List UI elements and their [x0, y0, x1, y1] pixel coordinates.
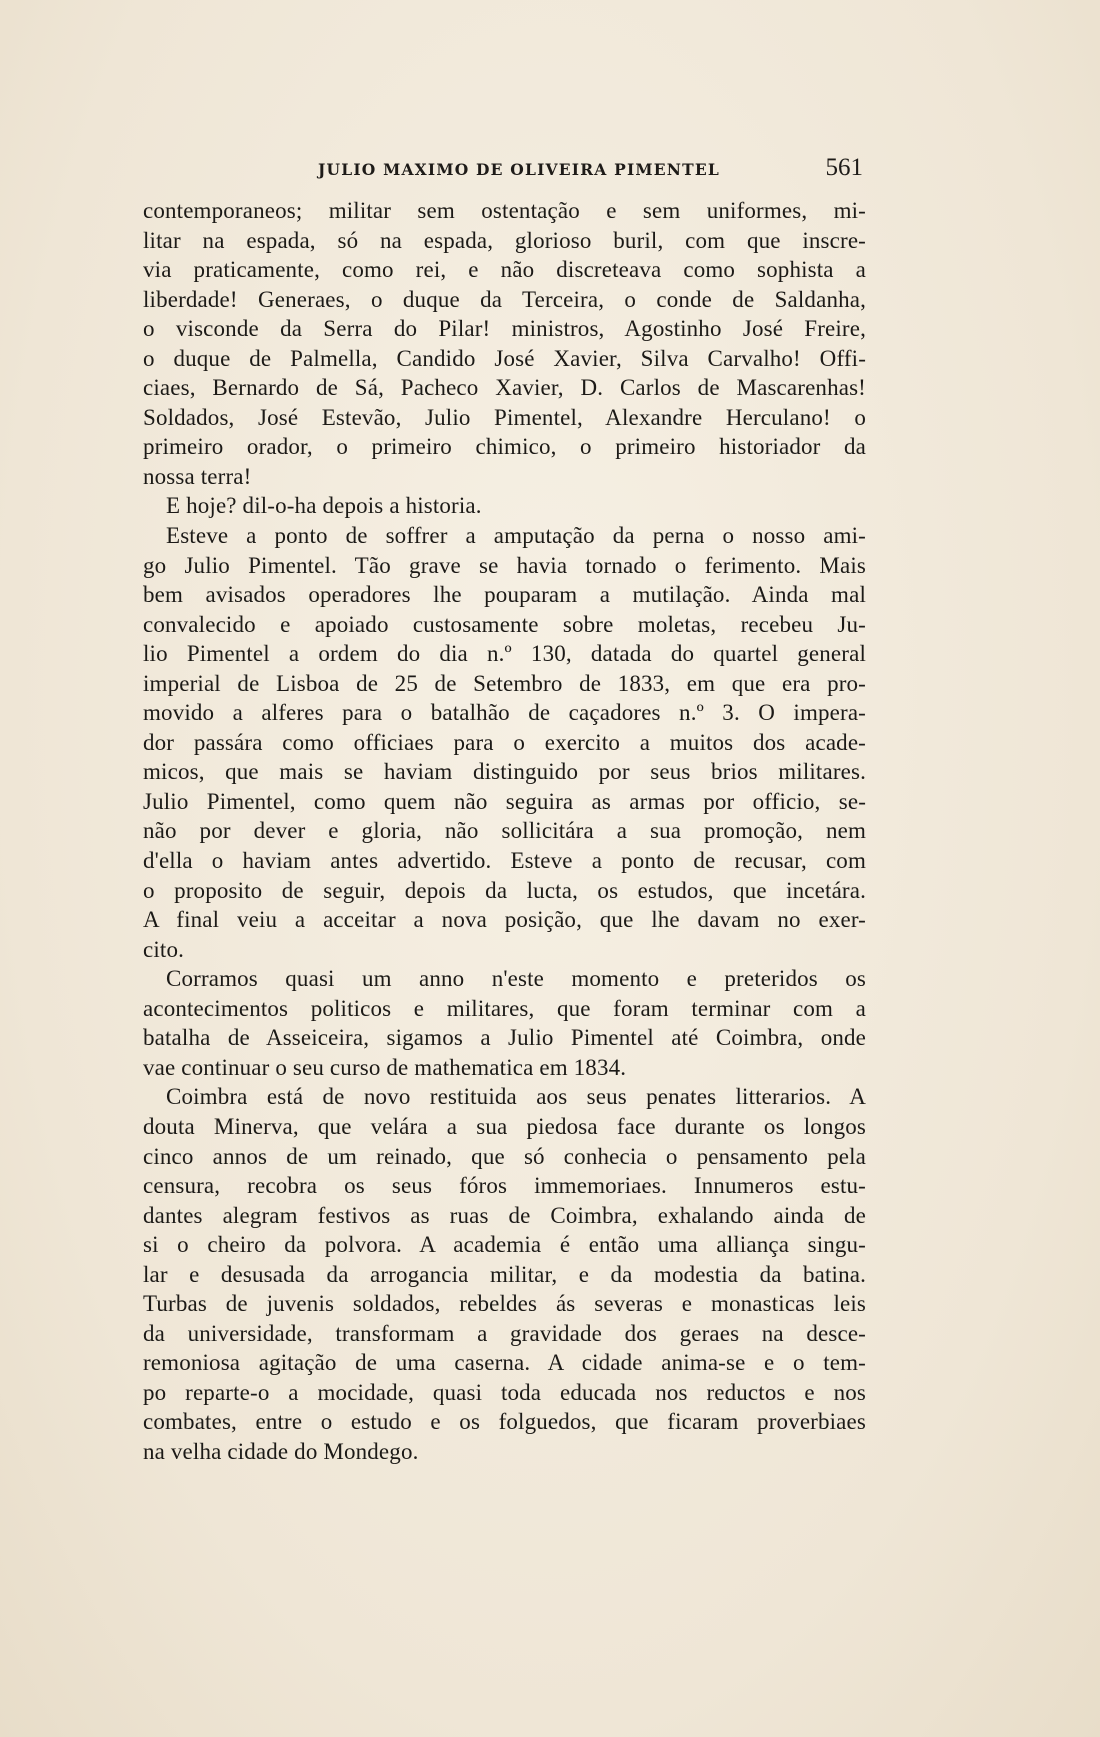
- text-line: lio Pimentel a ordem do dia n.º 130, datada do quartel general: [143, 641, 866, 667]
- text-line: remoniosa agitação de uma caserna. A cidade anima-se e o tem-: [143, 1350, 866, 1376]
- text-line: dor passára como officiaes para o exercito a muitos dos acade-: [143, 729, 866, 755]
- text-line: lar e desusada da arrogancia militar, e da modestia da batina.: [143, 1261, 866, 1287]
- text-line: si o cheiro da polvora. A academia é então uma alliança singu-: [143, 1232, 866, 1258]
- text-line: imperial de Lisboa de 25 de Setembro de 1833, em que era pro-: [143, 670, 866, 696]
- text-line: o duque de Palmella, Candido José Xavier, Silva Carvalho! Offi-: [143, 345, 866, 371]
- text-line: convalecido e apoiado custosamente sobre moletas, recebeu Ju-: [143, 611, 866, 637]
- text-line: acontecimentos politicos e militares, que foram terminar com a: [143, 995, 866, 1021]
- text-line: Soldados, José Estevão, Julio Pimentel, Alexandre Herculano! o: [143, 404, 866, 430]
- text-line: cinco annos de um reinado, que só conhecia o pensamento pela: [143, 1143, 866, 1169]
- text-line: Julio Pimentel, como quem não seguira as armas por officio, se-: [143, 788, 866, 814]
- page-number: 561: [825, 154, 863, 181]
- text-line: ciaes, Bernardo de Sá, Pacheco Xavier, D. Carlos de Mascarenhas!: [143, 375, 866, 401]
- text-line: Corramos quasi um anno n'este momento e preteridos os: [166, 966, 866, 992]
- text-line: da universidade, transformam a gravidade dos geraes na desce-: [143, 1320, 866, 1346]
- text-line: bem avisados operadores lhe pouparam a mutilação. Ainda mal: [143, 582, 866, 608]
- text-line: não por dever e gloria, não sollicitára a sua promoção, nem: [143, 818, 866, 844]
- text-line: via praticamente, como rei, e não discreteava como sophista a: [143, 257, 866, 283]
- text-line: contemporaneos; militar sem ostentação e sem uniformes, mi-: [143, 198, 866, 223]
- text-line: Coimbra está de novo restituida aos seus penates litterarios. A: [166, 1084, 866, 1110]
- text-line: batalha de Asseiceira, sigamos a Julio Pimentel até Coimbra, onde: [143, 1025, 866, 1051]
- text-line: Esteve a ponto de soffrer a amputação da perna o nosso ami-: [166, 523, 866, 549]
- text-line: o proposito de seguir, depois da lucta, os estudos, que incetára.: [143, 877, 866, 903]
- text-line: liberdade! Generaes, o duque da Terceira, o conde de Saldanha,: [143, 286, 866, 312]
- text-line: cito.: [143, 936, 184, 962]
- text-line: combates, entre o estudo e os folguedos, que ficaram proverbiaes: [143, 1409, 866, 1435]
- text-line: E hoje? dil-o-ha depois a historia.: [166, 493, 482, 519]
- text-line: movido a alferes para o batalhão de caçadores n.º 3. O impera-: [143, 700, 866, 726]
- text-line: po reparte-o a mocidade, quasi toda educada nos reductos e nos: [143, 1379, 866, 1405]
- running-head: [318, 154, 863, 184]
- text-line: vae continuar o seu curso de mathematica em 1834.: [143, 1054, 627, 1080]
- text-line: d'ella o haviam antes advertido. Esteve a ponto de recusar, com: [143, 848, 866, 874]
- text-line: o visconde da Serra do Pilar! ministros, Agostinho José Freire,: [143, 316, 866, 342]
- text-line: nossa terra!: [143, 463, 252, 489]
- text-line: censura, recobra os seus fóros immemoriaes. Innumeros estu-: [143, 1173, 866, 1199]
- text-line: douta Minerva, que velára a sua piedosa face durante os longos: [143, 1113, 866, 1139]
- text-line: na velha cidade do Mondego.: [143, 1438, 419, 1464]
- text-line: A final veiu a acceitar a nova posição, que lhe davam no exer-: [143, 907, 866, 933]
- body-text: [143, 196, 866, 1467]
- text-line: primeiro orador, o primeiro chimico, o primeiro historiador da: [143, 434, 866, 460]
- text-line: dantes alegram festivos as ruas de Coimbra, exhalando ainda de: [143, 1202, 866, 1228]
- text-line: Turbas de juvenis soldados, rebeldes ás severas e monasticas leis: [143, 1291, 866, 1317]
- text-line: litar na espada, só na espada, glorioso buril, com que inscre-: [143, 227, 866, 253]
- text-line: micos, que mais se haviam distinguido por seus brios militares.: [143, 759, 866, 785]
- text-line: go Julio Pimentel. Tão grave se havia tornado o ferimento. Mais: [143, 552, 866, 578]
- running-title: JULIO MAXIMO DE OLIVEIRA PIMENTEL: [318, 160, 721, 179]
